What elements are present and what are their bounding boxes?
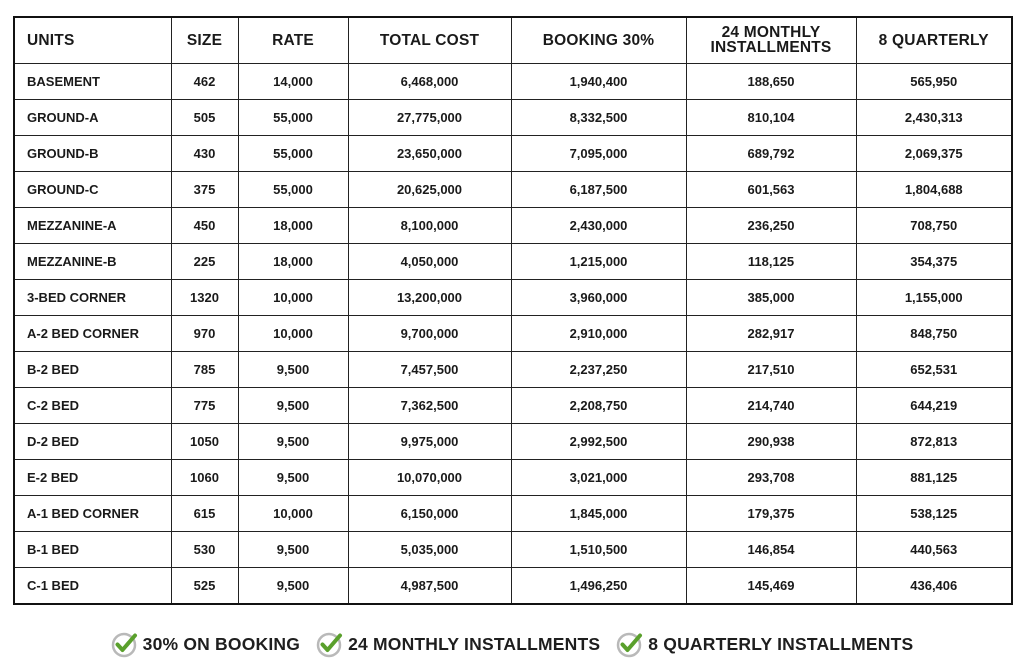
cell-booking: 2,208,750 — [511, 388, 686, 424]
cell-quarterly-installment: 2,430,313 — [856, 100, 1012, 136]
header-size: SIZE — [171, 17, 238, 64]
table-row — [14, 496, 1012, 532]
cell-size: 970 — [171, 316, 238, 352]
table-row — [14, 136, 1012, 172]
cell-booking: 2,910,000 — [511, 316, 686, 352]
cell-monthly-installment: 188,650 — [686, 64, 856, 100]
table-row — [14, 352, 1012, 388]
cell-total-cost: 6,468,000 — [348, 64, 511, 100]
cell-monthly-installment: 689,792 — [686, 136, 856, 172]
cell-quarterly-installment: 440,563 — [856, 532, 1012, 568]
feature-label: 8 QUARTERLY INSTALLMENTS — [648, 633, 914, 654]
cell-quarterly-installment: 872,813 — [856, 424, 1012, 460]
cell-booking: 1,940,400 — [511, 64, 686, 100]
table-row — [14, 532, 1012, 568]
table-row — [14, 64, 1012, 100]
cell-monthly-installment: 290,938 — [686, 424, 856, 460]
cell-size: 785 — [171, 352, 238, 388]
cell-size: 430 — [171, 136, 238, 172]
cell-size: 462 — [171, 64, 238, 100]
cell-size: 525 — [171, 568, 238, 605]
cell-quarterly-installment: 708,750 — [856, 208, 1012, 244]
cell-units: A-1 BED CORNER — [14, 496, 171, 532]
cell-units: MEZZANINE-A — [14, 208, 171, 244]
cell-quarterly-installment: 354,375 — [856, 244, 1012, 280]
cell-total-cost: 4,987,500 — [348, 568, 511, 605]
cell-size: 1320 — [171, 280, 238, 316]
cell-rate: 55,000 — [238, 172, 348, 208]
table-header-row — [14, 17, 1012, 64]
header-total-cost: TOTAL COST — [348, 17, 511, 64]
cell-rate: 14,000 — [238, 64, 348, 100]
table-row — [14, 280, 1012, 316]
cell-size: 775 — [171, 388, 238, 424]
cell-monthly-installment: 179,375 — [686, 496, 856, 532]
cell-quarterly-installment: 1,804,688 — [856, 172, 1012, 208]
header-units: UNITS — [14, 17, 171, 64]
cell-quarterly-installment: 436,406 — [856, 568, 1012, 605]
feature-label: 24 MONTHLY INSTALLMENTS — [348, 633, 601, 654]
table-row — [14, 244, 1012, 280]
table-row — [14, 424, 1012, 460]
feature-label: 30% ON BOOKING — [142, 633, 301, 654]
cell-units: GROUND-B — [14, 136, 171, 172]
cell-quarterly-installment: 565,950 — [856, 64, 1012, 100]
cell-size: 505 — [171, 100, 238, 136]
feature-item — [616, 630, 913, 658]
cell-rate: 9,500 — [238, 568, 348, 605]
cell-units: BASEMENT — [14, 64, 171, 100]
cell-quarterly-installment: 2,069,375 — [856, 136, 1012, 172]
header-booking: BOOKING 30% — [511, 17, 686, 64]
cell-units: GROUND-A — [14, 100, 171, 136]
cell-total-cost: 23,650,000 — [348, 136, 511, 172]
cell-rate: 10,000 — [238, 496, 348, 532]
cell-quarterly-installment: 848,750 — [856, 316, 1012, 352]
cell-booking: 6,187,500 — [511, 172, 686, 208]
cell-monthly-installment: 236,250 — [686, 208, 856, 244]
cell-size: 1050 — [171, 424, 238, 460]
cell-total-cost: 9,700,000 — [348, 316, 511, 352]
cell-quarterly-installment: 1,155,000 — [856, 280, 1012, 316]
cell-booking: 1,496,250 — [511, 568, 686, 605]
cell-quarterly-installment: 644,219 — [856, 388, 1012, 424]
check-circle-icon — [616, 630, 644, 658]
cell-booking: 3,960,000 — [511, 280, 686, 316]
cell-units: 3-BED CORNER — [14, 280, 171, 316]
header-monthly-label: 24 MONTHLY INSTALLMENTS — [710, 24, 832, 56]
cell-size: 375 — [171, 172, 238, 208]
cell-rate: 18,000 — [238, 208, 348, 244]
cell-total-cost: 9,975,000 — [348, 424, 511, 460]
cell-rate: 9,500 — [238, 388, 348, 424]
cell-total-cost: 6,150,000 — [348, 496, 511, 532]
cell-rate: 9,500 — [238, 424, 348, 460]
feature-item — [316, 630, 600, 658]
table-row — [14, 100, 1012, 136]
cell-monthly-installment: 214,740 — [686, 388, 856, 424]
cell-booking: 3,021,000 — [511, 460, 686, 496]
cell-booking: 1,845,000 — [511, 496, 686, 532]
cell-rate: 10,000 — [238, 280, 348, 316]
cell-size: 615 — [171, 496, 238, 532]
cell-units: D-2 BED — [14, 424, 171, 460]
cell-booking: 8,332,500 — [511, 100, 686, 136]
cell-booking: 2,237,250 — [511, 352, 686, 388]
table-row — [14, 460, 1012, 496]
feature-item — [111, 630, 300, 658]
cell-total-cost: 13,200,000 — [348, 280, 511, 316]
cell-total-cost: 5,035,000 — [348, 532, 511, 568]
cell-monthly-installment: 810,104 — [686, 100, 856, 136]
table-row — [14, 172, 1012, 208]
cell-units: B-1 BED — [14, 532, 171, 568]
cell-units: E-2 BED — [14, 460, 171, 496]
cell-rate: 9,500 — [238, 460, 348, 496]
cell-booking: 1,215,000 — [511, 244, 686, 280]
cell-units: C-1 BED — [14, 568, 171, 605]
cell-booking: 7,095,000 — [511, 136, 686, 172]
payment-plan-table — [13, 16, 1013, 605]
cell-booking: 2,992,500 — [511, 424, 686, 460]
cell-units: A-2 BED CORNER — [14, 316, 171, 352]
cell-quarterly-installment: 652,531 — [856, 352, 1012, 388]
cell-size: 1060 — [171, 460, 238, 496]
check-circle-icon — [316, 630, 344, 658]
cell-size: 450 — [171, 208, 238, 244]
check-circle-icon — [111, 630, 139, 658]
cell-total-cost: 7,457,500 — [348, 352, 511, 388]
cell-units: MEZZANINE-B — [14, 244, 171, 280]
cell-rate: 55,000 — [238, 100, 348, 136]
cell-rate: 9,500 — [238, 532, 348, 568]
cell-rate: 9,500 — [238, 352, 348, 388]
cell-rate: 18,000 — [238, 244, 348, 280]
cell-units: GROUND-C — [14, 172, 171, 208]
cell-quarterly-installment: 881,125 — [856, 460, 1012, 496]
cell-size: 530 — [171, 532, 238, 568]
header-quarterly: 8 QUARTERLY — [856, 17, 1012, 64]
cell-monthly-installment: 282,917 — [686, 316, 856, 352]
table-row — [14, 568, 1012, 605]
cell-monthly-installment: 146,854 — [686, 532, 856, 568]
cell-monthly-installment: 118,125 — [686, 244, 856, 280]
cell-units: C-2 BED — [14, 388, 171, 424]
header-monthly-installments — [686, 17, 856, 64]
cell-booking: 1,510,500 — [511, 532, 686, 568]
header-rate: RATE — [238, 17, 348, 64]
payment-plan-table-container — [13, 16, 1011, 605]
table-body — [14, 64, 1012, 605]
cell-size: 225 — [171, 244, 238, 280]
cell-monthly-installment: 145,469 — [686, 568, 856, 605]
cell-total-cost: 8,100,000 — [348, 208, 511, 244]
cell-booking: 2,430,000 — [511, 208, 686, 244]
table-row — [14, 316, 1012, 352]
cell-total-cost: 10,070,000 — [348, 460, 511, 496]
cell-monthly-installment: 601,563 — [686, 172, 856, 208]
cell-quarterly-installment: 538,125 — [856, 496, 1012, 532]
cell-monthly-installment: 385,000 — [686, 280, 856, 316]
cell-rate: 10,000 — [238, 316, 348, 352]
cell-monthly-installment: 293,708 — [686, 460, 856, 496]
cell-total-cost: 7,362,500 — [348, 388, 511, 424]
payment-features-footer — [0, 627, 1024, 661]
cell-total-cost: 27,775,000 — [348, 100, 511, 136]
cell-units: B-2 BED — [14, 352, 171, 388]
cell-total-cost: 4,050,000 — [348, 244, 511, 280]
cell-rate: 55,000 — [238, 136, 348, 172]
table-row — [14, 208, 1012, 244]
cell-monthly-installment: 217,510 — [686, 352, 856, 388]
table-row — [14, 388, 1012, 424]
cell-total-cost: 20,625,000 — [348, 172, 511, 208]
